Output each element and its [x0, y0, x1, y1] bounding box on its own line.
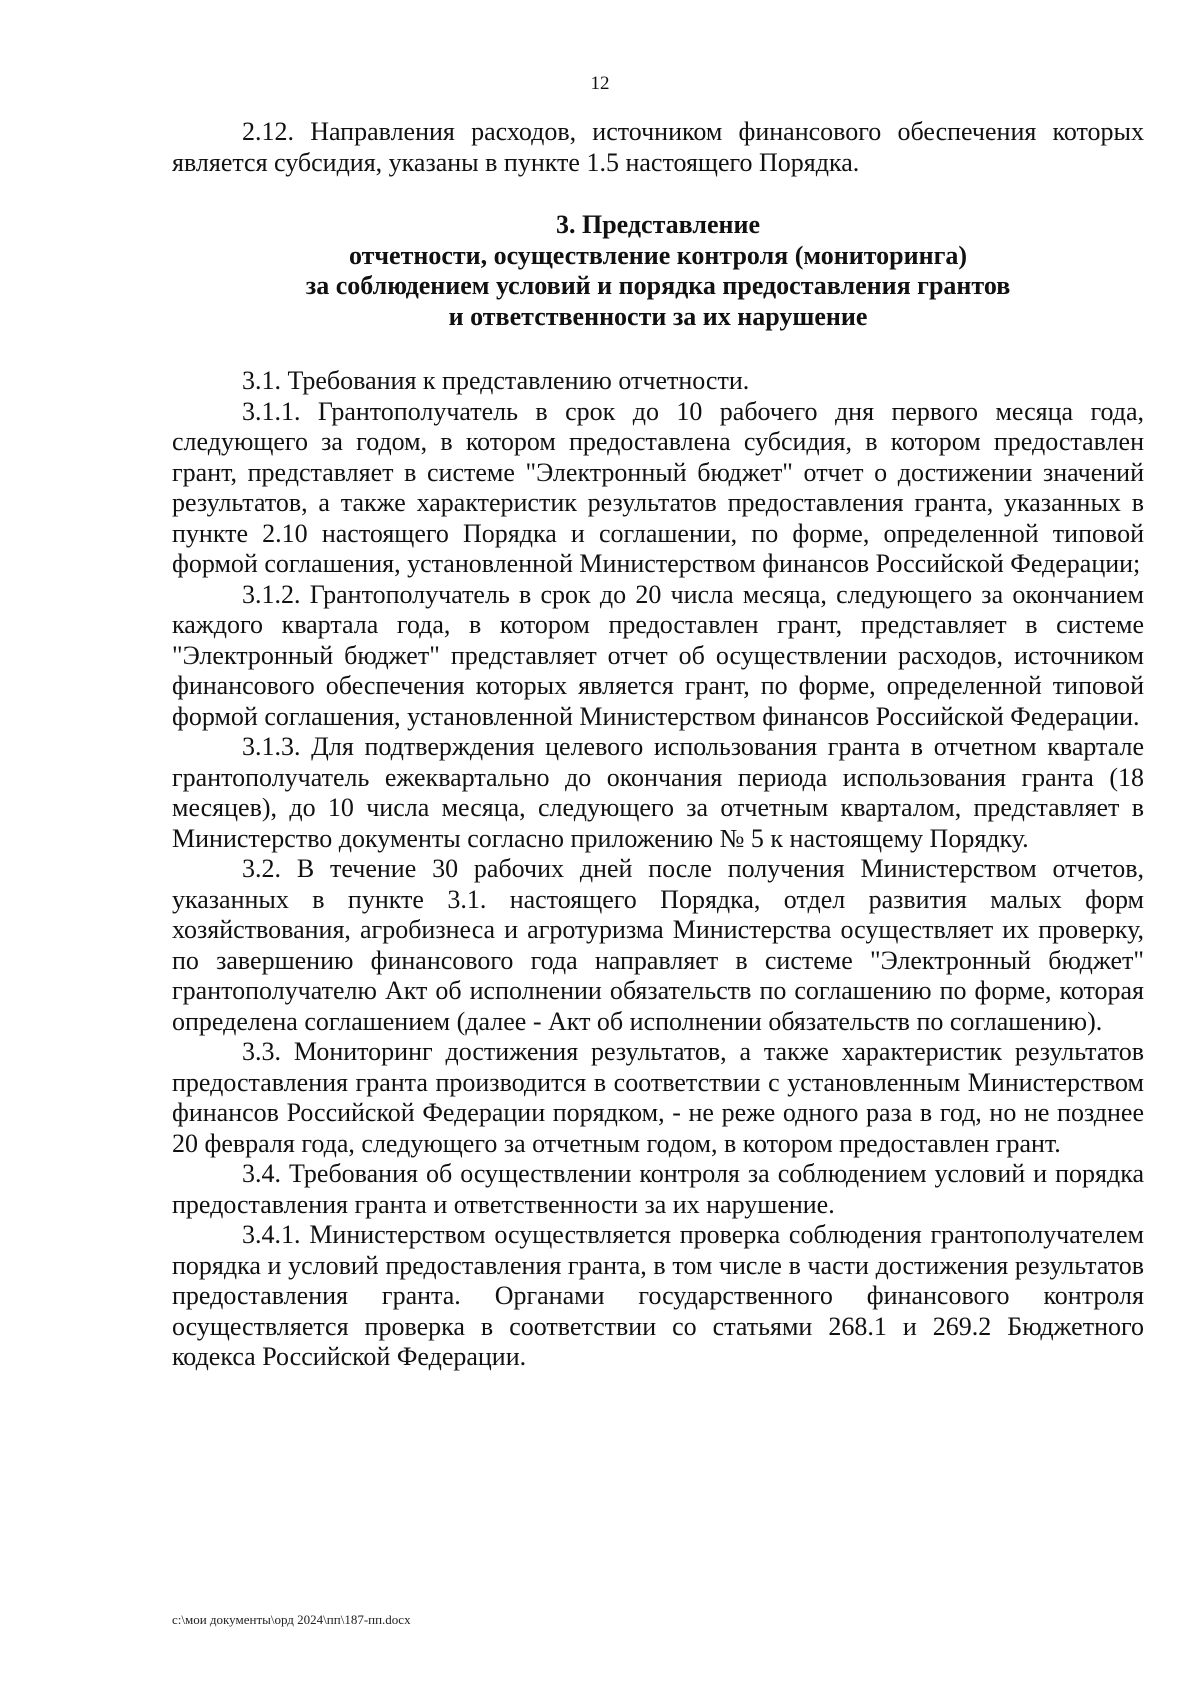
section-title-line: отчетности, осуществление контроля (мониторинга): [348, 240, 968, 270]
paragraph-3-2: 3.2. В течение 30 рабочих дней после получения Министерством отчетов, указанных в пункте 3.1. настоящего Порядка, отдел развития малых форм хозяйствования, агробизнеса и агротуризма Министерства осуществляет их проверку, по завершению финансового года направляет в системе "Электронный бюджет" грантополучателю Акт об исполнении обязательств по соглашению по форме, которая определена соглашением (далее - Акт об исполнении обязательств по соглашению).: [172, 854, 1144, 1036]
paragraph-3-1-1: 3.1.1. Грантополучатель в срок до 10 рабочего дня первого месяца года, следующего за годом, в котором предоставлена субсидия, в котором предоставлен грант, представляет в системе "Электронный бюджет" отчет о достижении значений результатов, а также характеристик результатов предоставления гранта, указанных в пункте 2.10 настоящего Порядка и соглашении, по форме, определенной типовой формой соглашения, установленной Министерством финансов Российской Федерации;: [172, 396, 1144, 578]
document-body: [172, 117, 1144, 1373]
file-path-footer: c:\мои документы\орд 2024\пп\187-пп.docx: [172, 1612, 411, 1627]
section-title-line: 3. Представление: [556, 210, 760, 239]
page-number: 12: [590, 73, 610, 94]
paragraph-3-1-2: 3.1.2. Грантополучатель в срок до 20 числа месяца, следующего за окончанием каждого квартала года, в котором предоставлен грант, представляет в системе "Электронный бюджет" представляет отчет об осуществлении расходов, источником финансового обеспечения которых является грант, по форме, определенной типовой формой соглашения, установленной Министерством финансов Российской Федерации.: [172, 579, 1144, 731]
paragraph-2-12: 2.12. Направления расходов, источником финансового обеспечения которых является субсидия, указаны в пункте 1.5 настоящего Порядка.: [172, 117, 1144, 177]
paragraph-3-1-3: 3.1.3. Для подтверждения целевого использования гранта в отчетном квартале грантополучатель ежеквартально до окончания периода использования гранта (18 месяцев), до 10 числа месяца, следующего за отчетным кварталом, представляет в Министерство документы согласно приложению № 5 к настоящему Порядку.: [172, 732, 1144, 853]
paragraph-3-3: 3.3. Мониторинг достижения результатов, а также характеристик результатов предоставления гранта производится в соответствии с установленным Министерством финансов Российской Федерации порядком, - не реже одного раза в год, но не позднее 20 февраля года, следующего за отчетным годом, в котором предоставлен грант.: [172, 1037, 1144, 1158]
section-title: [172, 210, 1144, 332]
section-title-line: за соблюдением условий и порядка предоставления грантов: [305, 271, 1011, 300]
paragraph-3-4-1: 3.4.1. Министерством осуществляется проверка соблюдения грантополучателем порядка и условий предоставления гранта, в том числе в части достижения результатов предоставления гранта. Органами государственного финансового контроля осуществляется проверка в соответствии со статьями 268.1 и 269.2 Бюджетного кодекса Российской Федерации.: [172, 1220, 1144, 1371]
paragraph-3-4: 3.4. Требования об осуществлении контроля за соблюдением условий и порядка предоставления гранта и ответственности за их нарушение.: [172, 1159, 1144, 1219]
section-title-line: и ответственности за их нарушение: [448, 301, 868, 331]
paragraph-3-1: 3.1. Требования к представлению отчетности.: [242, 366, 750, 395]
